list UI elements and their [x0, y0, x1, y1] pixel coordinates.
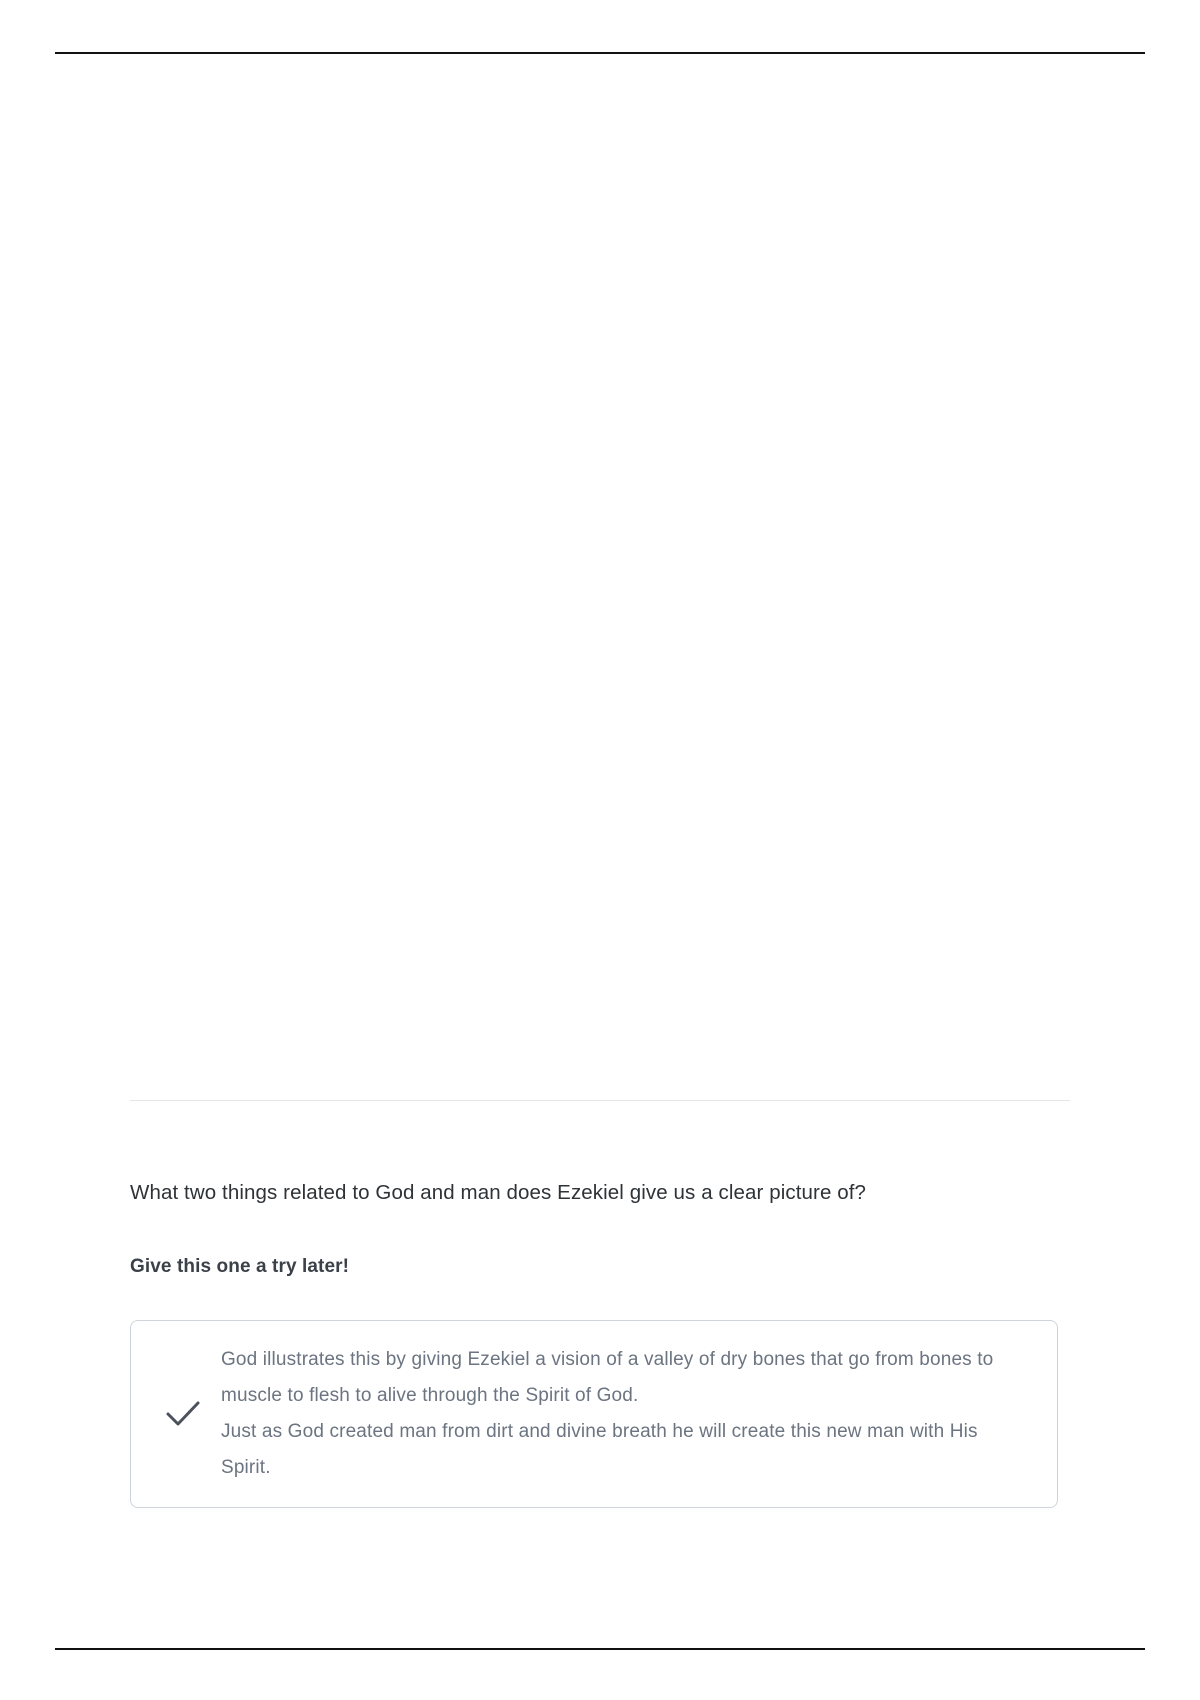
question-text: What two things related to God and man does Ezekiel give us a clear picture of?: [130, 1181, 867, 1204]
answer-card[interactable]: [130, 1320, 1058, 1508]
section-divider: [130, 1100, 1070, 1101]
bottom-rule-divider: [55, 1648, 1145, 1650]
top-rule-divider: [55, 52, 1145, 54]
status-message: Give this one a try later!: [130, 1256, 350, 1277]
check-wrap: [165, 1399, 221, 1429]
check-icon: [165, 1399, 201, 1429]
answer-text: God illustrates this by giving Ezekiel a vision of a valley of dry bones that go from bones to muscle to flesh to alive through the Spirit of God. Just as God created man from dirt and divine breath he will create this new man with His Spirit.: [221, 1349, 994, 1478]
